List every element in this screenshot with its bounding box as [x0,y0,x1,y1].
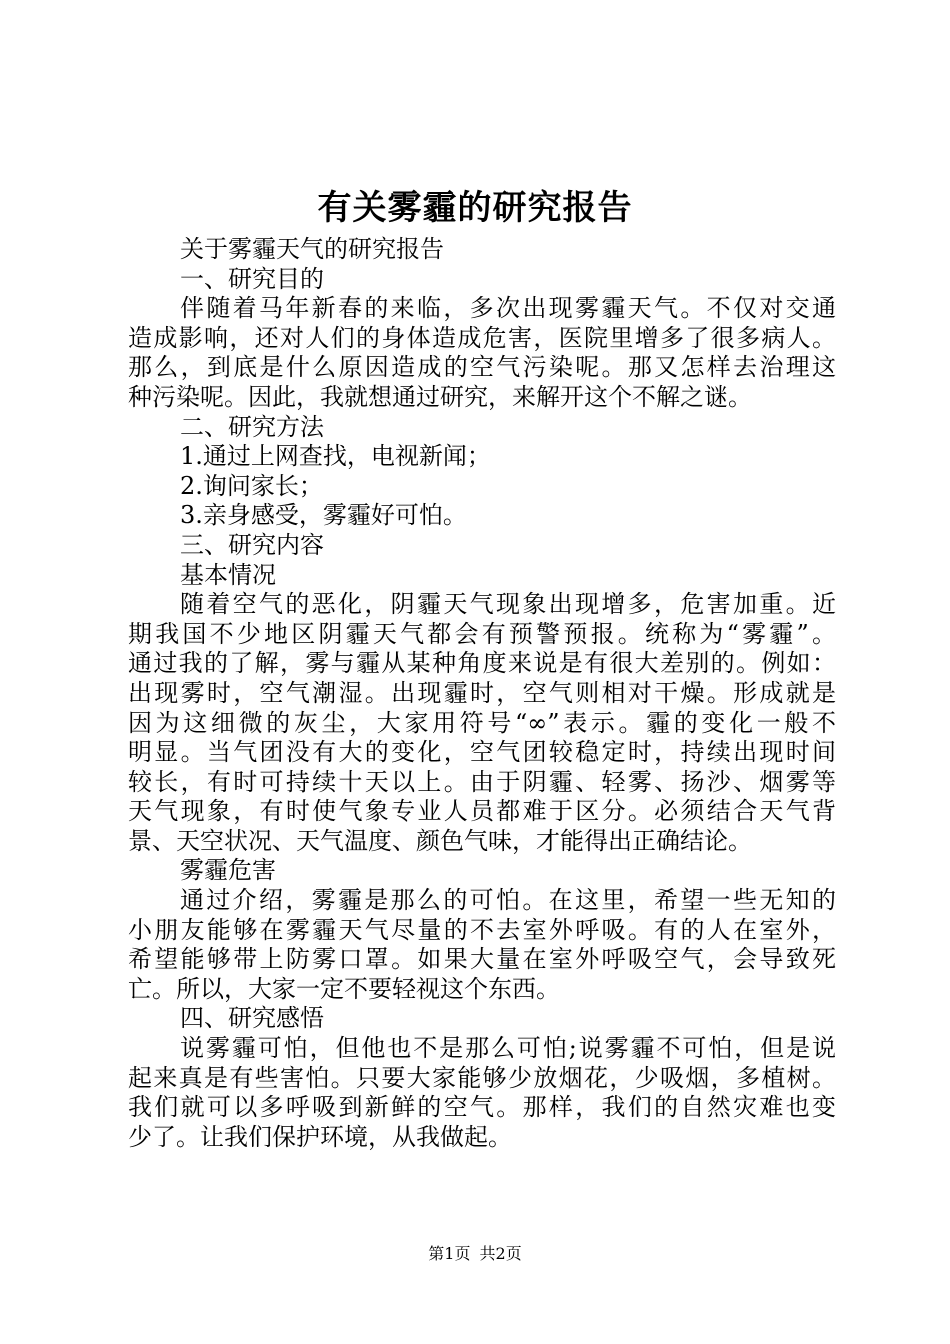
text-line: 通过我的了解，雾与霾从某种角度来说是有很大差别的。例如： [128,649,836,678]
page-title: 有关雾霾的研究报告 [317,188,633,228]
text-line: 因为这细微的灰尘，大家用符号“∞”表示。霾的变化一般不 [128,708,836,737]
page-footer [0,1242,950,1266]
text-line: 3.亲身感受，雾霾好可怕。 [180,501,467,530]
text-line: 少了。让我们保护环境，从我做起。 [128,1122,512,1151]
text-line: 明显。当气团没有大的变化，空气团较稳定时，持续出现时间 [128,738,836,767]
text-line: 造成影响，还对人们的身体造成危害，医院里增多了很多病人。 [128,323,836,352]
text-line: 起来真是有些害怕。只要大家能够少放烟花，少吸烟，多植树。 [128,1063,836,1092]
text-line: 关于雾霾天气的研究报告 [180,235,444,263]
text-line: 较长，有时可持续十天以上。由于阴霾、轻雾、扬沙、烟雾等 [128,767,836,796]
text-line: 小朋友能够在雾霾天气尽量的不去室外呼吸。有的人在室外， [128,915,836,944]
text-line: 希望能够带上防雾口罩。如果大量在室外呼吸空气，会导致死 [128,945,836,974]
page-number: 第1页 [428,1244,471,1263]
text-line: 三、研究内容 [180,530,324,559]
text-line: 说雾霾可怕，但他也不是那么可怕;说雾霾不可怕，但是说 [180,1034,836,1063]
text-line: 那么，到底是什么原因造成的空气污染呢。那又怎样去治理这 [128,353,836,382]
page-total: 共2页 [479,1244,522,1263]
text-line: 一、研究目的 [180,264,324,293]
text-line: 伴随着马年新春的来临，多次出现雾霾天气。不仅对交通 [180,294,836,323]
text-line: 四、研究感悟 [180,1004,324,1033]
text-line: 亡。所以，大家一定不要轻视这个东西。 [128,974,560,1003]
text-line: 我们就可以多呼吸到新鲜的空气。那样，我们的自然灾难也变 [128,1093,836,1122]
text-line: 通过介绍，雾霾是那么的可怕。在这里，希望一些无知的 [180,886,836,915]
text-line: 天气现象，有时使气象专业人员都难于区分。必须结合天气背 [128,797,836,826]
text-line: 景、天空状况、天气温度、颜色气味，才能得出正确结论。 [128,826,752,855]
document-body [128,235,836,1152]
text-line: 种污染呢。因此，我就想通过研究，来解开这个不解之谜。 [128,382,752,411]
text-line: 出现雾时，空气潮湿。出现霾时，空气则相对干燥。形成就是 [128,678,836,707]
text-line: 1.通过上网查找，电视新闻； [180,442,491,471]
text-line: 雾霾危害 [180,856,276,885]
text-line: 随着空气的恶化，阴霾天气现象出现增多，危害加重。近 [180,590,836,619]
text-line: 二、研究方法 [180,412,324,441]
text-line: 期我国不少地区阴霾天气都会有预警预报。统称为“雾霾”。 [128,619,836,648]
text-line: 基本情况 [180,560,276,589]
text-line: 2.询问家长； [180,471,323,500]
